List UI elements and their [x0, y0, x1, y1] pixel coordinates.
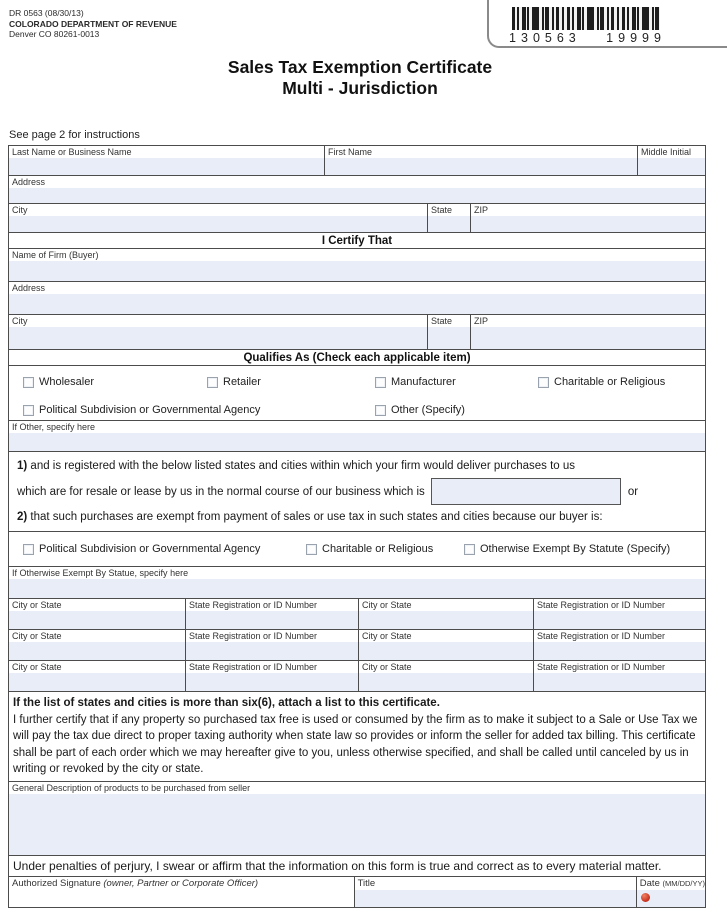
last-name-label: Last Name or Business Name [9, 146, 324, 158]
otherwise-exempt-field[interactable] [9, 579, 705, 598]
checkbox-icon[interactable] [23, 405, 34, 416]
registration-field-r3c2[interactable] [186, 673, 358, 691]
checkbox-icon[interactable] [306, 544, 317, 555]
statements-row [9, 451, 705, 531]
first-name-field[interactable] [325, 158, 637, 175]
attach-list-note: If the list of states and cities is more than six(6), attach a list to this certificate. [13, 697, 440, 709]
checkbox-charitable-religious-exempt[interactable] [306, 543, 433, 555]
firm-address-row [9, 281, 705, 314]
checkbox-label: Charitable or Religious [322, 543, 434, 555]
qualifies-header: Qualifies As (Check each applicable item) [243, 351, 471, 364]
checkbox-icon[interactable] [375, 377, 386, 388]
certify-header-row [9, 232, 705, 248]
instructions-note: See page 2 for instructions [9, 129, 140, 141]
checkbox-label: Political Subdivision or Governmental Agency [39, 543, 261, 555]
statement-1 [17, 460, 697, 472]
firm-name-cell [9, 249, 705, 281]
city-state-field-r3c1[interactable] [9, 673, 185, 691]
city-state-label: City or State [359, 661, 533, 673]
registration-label: State Registration or ID Number [186, 630, 358, 642]
qualifies-checkbox-area [9, 365, 705, 420]
other-specify-field[interactable] [9, 433, 705, 451]
otherwise-exempt-label: If Otherwise Exempt By Statue, specify here [9, 567, 705, 579]
checkbox-icon[interactable] [23, 544, 34, 555]
title-cell [354, 877, 636, 907]
city-state-cell-r1c1 [9, 599, 185, 629]
firm-city-label: City [9, 315, 427, 327]
checkbox-label: Otherwise Exempt By Statute (Specify) [480, 543, 671, 555]
form-table [8, 145, 706, 908]
statement-1-cont-text: which are for resale or lease by us in the normal course of our business which is [17, 485, 425, 498]
city-state-cell-r3c3 [358, 661, 533, 691]
applicant-address-field[interactable] [9, 188, 705, 203]
description-cell [9, 782, 705, 855]
description-label: General Description of products to be purchased from seller [9, 782, 705, 794]
firm-state-cell [427, 315, 470, 349]
city-state-field-r2c3[interactable] [359, 642, 533, 660]
firm-city-row [9, 314, 705, 349]
applicant-name-row [9, 146, 705, 175]
date-label [637, 877, 705, 890]
first-name-label: First Name [325, 146, 637, 158]
statement-2 [17, 511, 697, 523]
agency-address: Denver CO 80261-0013 [9, 29, 100, 39]
date-format-hint: (MM/DD/YY) [662, 879, 705, 888]
checkbox-label: Charitable or Religious [554, 376, 666, 388]
applicant-state-label: State [428, 204, 470, 216]
certification-paragraph: I further certify that if any property so purchased tax free is used or consumed by the firm as to make it subject to a Sale or Use Tax we will pay the tax due direct to proper taxing authority when state law so provides or inform the seller for added tax billing. This certificate shall be part of each order which we may hereafter give to you, unless otherwise specified, and shall be called until canceled by us in writing or revoked by the city or state. [13, 713, 698, 775]
product-description-field[interactable] [9, 794, 705, 855]
registration-cell-r1c2 [185, 599, 358, 629]
date-cell [636, 877, 705, 907]
signature-label-text: Authorized Signature [12, 878, 104, 889]
registration-label: State Registration or ID Number [186, 661, 358, 673]
city-state-label: City or State [359, 630, 533, 642]
checkbox-wholesaler[interactable] [23, 376, 94, 388]
checkbox-charitable-religious[interactable] [538, 376, 665, 388]
applicant-address-label: Address [9, 176, 705, 188]
firm-name-row [9, 248, 705, 281]
registration-grid-row-3 [9, 660, 705, 691]
city-state-label: City or State [9, 630, 185, 642]
registration-field-r3c4[interactable] [534, 673, 705, 691]
agency-block [9, 8, 177, 40]
checkbox-political-subdivision-exempt[interactable] [23, 543, 260, 555]
firm-city-cell [9, 315, 427, 349]
checkbox-icon[interactable] [375, 405, 386, 416]
checkbox-label: Wholesaler [39, 376, 95, 388]
date-field[interactable] [637, 890, 705, 907]
statement-2-number: 2) [17, 511, 28, 523]
page-title [0, 57, 720, 99]
registration-grid-row-1 [9, 598, 705, 629]
middle-initial-field[interactable] [638, 158, 705, 175]
applicant-city-field[interactable] [9, 216, 427, 232]
title-line-2: Multi - Jurisdiction [282, 78, 438, 98]
other-specify-label: If Other, specify here [9, 421, 705, 433]
qualifies-header-row [9, 349, 705, 365]
title-field[interactable] [355, 890, 636, 907]
firm-name-field[interactable] [9, 261, 705, 281]
city-state-label: City or State [9, 599, 185, 611]
registration-grid-row-2 [9, 629, 705, 660]
title-label: Title [355, 877, 636, 890]
city-state-cell-r1c3 [358, 599, 533, 629]
applicant-city-label: City [9, 204, 427, 216]
barcode-number: 130563 19999 [509, 31, 666, 45]
last-name-cell [9, 146, 324, 175]
registration-label: State Registration or ID Number [534, 630, 705, 642]
city-state-label: City or State [359, 599, 533, 611]
statement-2-text: that such purchases are exempt from payment of sales or use tax in such states and cities because our buyer is: [27, 511, 603, 523]
applicant-state-field[interactable] [428, 216, 470, 232]
applicant-address-row [9, 175, 705, 203]
barcode-icon [512, 7, 660, 30]
middle-initial-label: Middle Initial [638, 146, 705, 158]
applicant-zip-field[interactable] [471, 216, 705, 232]
statement-1-text: and is registered with the below listed states and cities within which your firm would deliver purchases to us [27, 460, 576, 472]
signature-label [9, 877, 354, 890]
other-specify-cell [9, 421, 705, 451]
form-number: DR 0563 (08/30/13) [9, 8, 84, 18]
city-state-field-r2c1[interactable] [9, 642, 185, 660]
exempt-checkbox-area [9, 531, 705, 566]
description-row [9, 781, 705, 855]
statement-1-continued [17, 478, 697, 505]
checkbox-retailer[interactable] [207, 376, 261, 388]
agency-name: COLORADO DEPARTMENT OF REVENUE [9, 18, 177, 29]
checkbox-label: Other (Specify) [391, 404, 465, 416]
otherwise-exempt-row [9, 566, 705, 598]
city-state-field-r3c3[interactable] [359, 673, 533, 691]
checkbox-icon[interactable] [23, 377, 34, 388]
signature-row [9, 876, 705, 907]
city-state-label: City or State [9, 661, 185, 673]
firm-name-label: Name of Firm (Buyer) [9, 249, 705, 261]
title-line-1: Sales Tax Exemption Certificate [227, 57, 493, 77]
city-state-field-r1c3[interactable] [359, 611, 533, 629]
applicant-zip-label: ZIP [471, 204, 705, 216]
firm-state-field[interactable] [428, 327, 470, 349]
city-state-cell-r2c3 [358, 630, 533, 660]
middle-initial-cell [637, 146, 705, 175]
firm-address-cell [9, 282, 705, 314]
checkbox-icon[interactable] [538, 377, 549, 388]
checkbox-manufacturer[interactable] [375, 376, 456, 388]
other-specify-row [9, 420, 705, 451]
registration-cell-r3c2 [185, 661, 358, 691]
firm-zip-label: ZIP [471, 315, 705, 327]
signature-label-italic: (owner, Partner or Corporate Officer) [103, 878, 259, 889]
checkbox-label: Political Subdivision or Governmental Agency [39, 404, 261, 416]
applicant-city-row [9, 203, 705, 232]
registration-cell-r2c4 [533, 630, 705, 660]
certification-row [9, 691, 705, 781]
perjury-row [9, 855, 705, 876]
registration-label: State Registration or ID Number [186, 599, 358, 611]
applicant-zip-cell [470, 204, 705, 232]
business-type-field[interactable] [431, 478, 621, 505]
applicant-address-cell [9, 176, 705, 203]
registration-field-r2c4[interactable] [534, 642, 705, 660]
firm-zip-cell [470, 315, 705, 349]
registration-cell-r3c4 [533, 661, 705, 691]
registration-label: State Registration or ID Number [534, 599, 705, 611]
city-state-cell-r2c1 [9, 630, 185, 660]
firm-address-field[interactable] [9, 294, 705, 314]
firm-zip-field[interactable] [471, 327, 705, 349]
firm-state-label: State [428, 315, 470, 327]
checkbox-icon[interactable] [207, 377, 218, 388]
checkbox-label: Manufacturer [391, 376, 456, 388]
applicant-state-cell [427, 204, 470, 232]
date-label-text: Date [639, 878, 663, 889]
perjury-statement: Under penalties of perjury, I swear or affirm that the information on this form is true and correct as to every material matter. [13, 859, 662, 873]
statement-1-suffix: or [627, 485, 639, 498]
statement-1-number: 1) [17, 460, 28, 472]
city-state-cell-r3c1 [9, 661, 185, 691]
otherwise-exempt-cell [9, 567, 705, 598]
registration-label: State Registration or ID Number [534, 661, 705, 673]
signature-cell [9, 877, 354, 907]
checkbox-political-subdivision[interactable] [23, 404, 260, 416]
statements-block [9, 452, 705, 531]
last-name-field[interactable] [9, 158, 324, 175]
registration-field-r1c2[interactable] [186, 611, 358, 629]
applicant-city-cell [9, 204, 427, 232]
checkbox-other-specify[interactable] [375, 404, 465, 416]
checkbox-label: Retailer [223, 376, 261, 388]
required-marker-icon [641, 893, 650, 902]
checkbox-icon[interactable] [464, 544, 475, 555]
firm-address-label: Address [9, 282, 705, 294]
registration-field-r2c2[interactable] [186, 642, 358, 660]
certify-header: I Certify That [321, 234, 393, 247]
first-name-cell [324, 146, 637, 175]
registration-cell-r1c4 [533, 599, 705, 629]
checkbox-otherwise-exempt[interactable] [464, 543, 670, 555]
registration-field-r1c4[interactable] [534, 611, 705, 629]
signature-field[interactable] [9, 890, 354, 907]
registration-cell-r2c2 [185, 630, 358, 660]
firm-city-field[interactable] [9, 327, 427, 349]
city-state-field-r1c1[interactable] [9, 611, 185, 629]
certification-text [9, 692, 705, 781]
